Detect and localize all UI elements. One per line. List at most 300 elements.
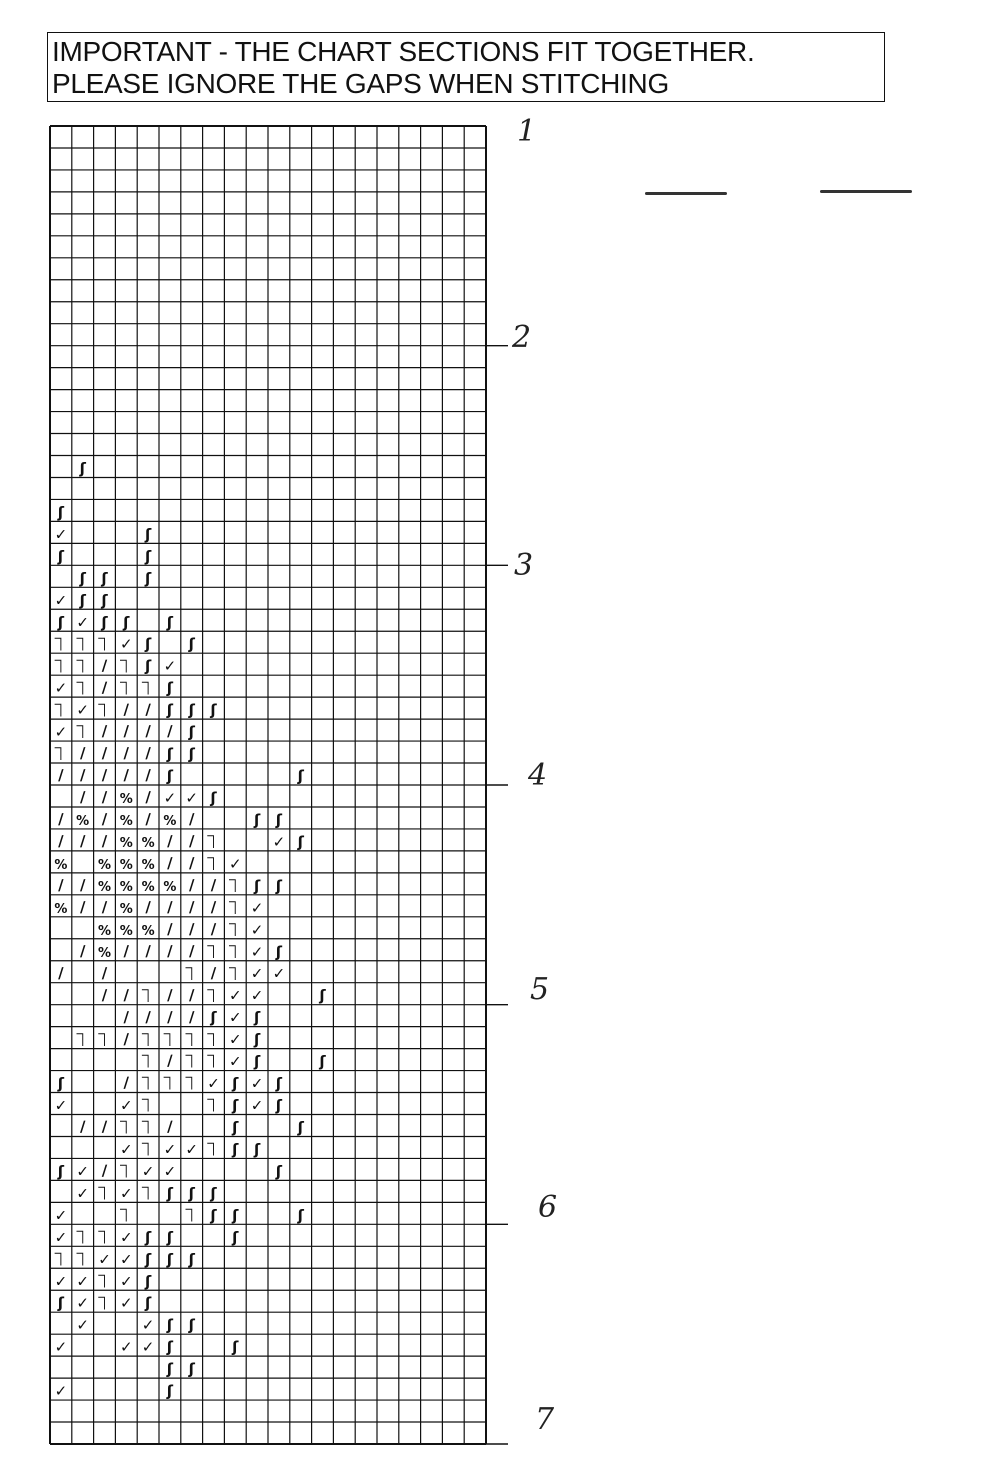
stitch-symbol-check: ✓ (120, 1140, 133, 1159)
svg-text:⏋: ⏋ (76, 637, 89, 652)
svg-text:⏋: ⏋ (142, 1098, 155, 1113)
stitch-symbol-slash (140, 810, 156, 828)
stitch-symbol-hook: ʃ (253, 1008, 261, 1027)
svg-text:∕: ∕ (101, 656, 108, 675)
stitch-symbol-slash (53, 810, 69, 828)
svg-text:⏋: ⏋ (120, 1120, 133, 1135)
stitch-symbol-check: ✓ (141, 1316, 155, 1335)
svg-text:∕: ∕ (79, 897, 86, 916)
stitch-symbol-check: ✓ (54, 1382, 68, 1401)
svg-text:∕: ∕ (123, 941, 130, 960)
stitch-symbol-hook: ʃ (188, 701, 195, 720)
svg-text:∕: ∕ (79, 941, 86, 960)
stitch-symbol-check: ✓ (120, 1228, 133, 1247)
svg-text:∕: ∕ (101, 810, 108, 829)
stitch-symbol-check: ✓ (120, 635, 133, 654)
svg-text:∕: ∕ (188, 919, 195, 938)
svg-text:∕: ∕ (145, 700, 151, 719)
stitch-symbol-half (206, 832, 222, 849)
stitch-symbol-check: ✓ (272, 964, 286, 983)
stitch-symbol-hook: ʃ (101, 613, 108, 632)
stitch-symbol-slash (53, 766, 69, 784)
stitch-symbol-check: ✓ (250, 986, 264, 1005)
svg-text:∕: ∕ (79, 766, 86, 785)
stitch-symbol-percent: % (141, 857, 155, 873)
stitch-symbol-hook: ʃ (253, 1052, 261, 1071)
stitch-symbol-slash (140, 898, 156, 916)
svg-text:∕: ∕ (79, 876, 86, 895)
stitch-symbol-check: ✓ (120, 1184, 133, 1203)
stitch-symbol-slash (162, 986, 178, 1004)
stitch-symbol-percent: % (76, 813, 90, 829)
stitch-symbol-percent: % (97, 945, 112, 961)
stitch-symbol-percent: % (141, 835, 155, 851)
stitch-symbol-half (97, 1293, 113, 1310)
stitch-symbol-hook: ʃ (275, 876, 283, 895)
stitch-symbol-half (162, 1074, 178, 1091)
stitch-symbol-slash (184, 986, 200, 1004)
stitch-symbol-hook: ʃ (144, 635, 152, 654)
stitch-symbol-hook: ʃ (57, 1162, 65, 1181)
stitch-symbol-hook: ʃ (144, 1228, 152, 1247)
stitch-symbol-check: ✓ (76, 1316, 89, 1335)
stitch-symbol-slash (97, 1118, 113, 1136)
svg-text:⏋: ⏋ (163, 1076, 176, 1091)
svg-text:⏋: ⏋ (185, 1076, 198, 1091)
stitch-symbol-hook: ʃ (188, 1184, 195, 1203)
stitch-symbol-hook: ʃ (188, 1360, 195, 1379)
stitch-symbol-slash (206, 876, 222, 894)
stitch-symbol-check: ✓ (76, 1294, 89, 1313)
svg-text:∕: ∕ (101, 1117, 108, 1136)
stitch-symbol-hook: ʃ (275, 810, 283, 829)
stitch-symbol-hook: ʃ (253, 876, 261, 895)
svg-text:⏋: ⏋ (229, 879, 242, 894)
stitch-symbol-check: ✓ (76, 701, 89, 720)
stitch-symbol-slash (118, 1008, 134, 1026)
section-marker-4: 4 (528, 758, 548, 793)
stitch-symbol-hook: ʃ (144, 1250, 152, 1269)
svg-text:∕: ∕ (79, 832, 86, 851)
svg-text:∕: ∕ (101, 766, 108, 785)
stitch-symbol-percent: % (119, 792, 133, 808)
stitch-symbol-slash (162, 898, 178, 916)
stitch-symbol-hook: ʃ (166, 1316, 174, 1335)
stitch-symbol-slash (97, 722, 113, 740)
stitch-symbol-half (227, 920, 243, 937)
stitch-symbol-hook: ʃ (166, 1338, 174, 1357)
svg-text:∕: ∕ (123, 1029, 130, 1048)
section-marker-2: 2 (512, 320, 532, 355)
stitch-symbol-slash (75, 1118, 91, 1136)
stitch-symbol-hook: ʃ (253, 1030, 261, 1049)
svg-text:⏋: ⏋ (207, 1142, 220, 1157)
stitch-symbol-slash (118, 1074, 134, 1092)
stitch-symbol-half (97, 700, 113, 717)
stitch-symbol-slash (97, 788, 113, 806)
stitch-symbol-check: ✓ (229, 986, 242, 1005)
stitch-symbol-half (97, 1030, 113, 1047)
stitch-symbol-check: ✓ (250, 1096, 264, 1115)
svg-text:∕: ∕ (101, 678, 108, 697)
stitch-symbol-slash (75, 788, 91, 806)
stitch-symbol-hook: ʃ (123, 613, 130, 632)
stitch-symbol-half (75, 634, 91, 651)
svg-text:⏋: ⏋ (98, 1296, 111, 1311)
svg-text:∕: ∕ (167, 832, 173, 851)
stitch-symbol-hook: ʃ (166, 1382, 174, 1401)
stitch-symbol-slash (97, 656, 113, 674)
stitch-symbol-slash (118, 986, 134, 1004)
stitch-symbol-hook: ʃ (297, 1118, 304, 1137)
svg-text:∕: ∕ (167, 919, 173, 938)
svg-text:⏋: ⏋ (120, 1164, 133, 1179)
svg-text:⏋: ⏋ (207, 835, 220, 850)
svg-text:⏋: ⏋ (54, 637, 67, 652)
svg-text:⏋: ⏋ (76, 1032, 89, 1047)
svg-text:⏋: ⏋ (229, 944, 242, 959)
stitch-symbol-check: ✓ (163, 1140, 177, 1159)
stitch-symbol-hook: ʃ (297, 767, 304, 786)
section-marker-3: 3 (514, 548, 534, 583)
stitch-symbol-hook: ʃ (232, 1338, 239, 1357)
stitch-symbol-half (118, 1161, 134, 1178)
svg-text:∕: ∕ (123, 1007, 130, 1026)
stitch-symbol-percent: % (141, 879, 155, 895)
svg-text:∕: ∕ (145, 941, 151, 960)
stitch-symbol-check: ✓ (207, 1074, 220, 1093)
stitch-symbol-slash (206, 898, 222, 916)
svg-text:∕: ∕ (167, 1117, 173, 1136)
svg-text:∕: ∕ (167, 1007, 173, 1026)
stitch-symbol-half (53, 744, 69, 761)
svg-text:⏋: ⏋ (229, 966, 242, 981)
notice-line-2: PLEASE IGNORE THE GAPS WHEN STITCHING (52, 68, 669, 99)
stitch-symbol-half (206, 942, 222, 959)
svg-text:⏋: ⏋ (98, 1274, 111, 1289)
stitch-symbol-slash (75, 876, 91, 894)
stitch-symbol-slash (140, 942, 156, 960)
svg-text:∕: ∕ (145, 722, 151, 741)
svg-text:⏋: ⏋ (207, 1032, 220, 1047)
svg-text:∕: ∕ (101, 722, 108, 741)
stitch-symbol-slash (97, 964, 113, 982)
svg-text:∕: ∕ (188, 941, 195, 960)
stitch-symbol-half (140, 678, 156, 695)
stitch-symbol-check: ✓ (250, 1074, 264, 1093)
stitch-symbol-hook: ʃ (297, 832, 304, 851)
stitch-symbol-half (140, 1030, 156, 1047)
stitch-symbol-check: ✓ (141, 1162, 155, 1181)
stitch-symbol-hook: ʃ (144, 657, 152, 676)
stitch-symbol-hook: ʃ (232, 1118, 239, 1137)
svg-text:∕: ∕ (167, 985, 173, 1004)
stitch-symbol-slash (97, 744, 113, 762)
svg-text:⏋: ⏋ (142, 1076, 155, 1091)
stitch-symbol-check: ✓ (120, 1250, 133, 1269)
svg-text:⏋: ⏋ (185, 1032, 198, 1047)
svg-text:∕: ∕ (210, 897, 217, 916)
stitch-symbol-check: ✓ (229, 854, 242, 873)
svg-text:⏋: ⏋ (207, 988, 220, 1003)
stitch-symbol-slash (97, 986, 113, 1004)
stitch-symbol-check: ✓ (54, 1096, 68, 1115)
stitch-symbol-slash (162, 1052, 178, 1070)
stitch-symbol-check: ✓ (250, 920, 264, 939)
svg-text:⏋: ⏋ (207, 1054, 220, 1069)
pen-stroke-left (645, 192, 727, 195)
svg-text:∕: ∕ (79, 1117, 86, 1136)
stitch-symbol-percent: % (97, 879, 112, 895)
section-marker-5: 5 (530, 972, 550, 1007)
stitch-symbol-hook: ʃ (188, 1316, 195, 1335)
svg-text:∕: ∕ (167, 897, 173, 916)
stitch-symbol-percent: % (119, 901, 133, 917)
stitch-symbol-half (140, 1096, 156, 1113)
stitch-symbol-check: ✓ (76, 1184, 89, 1203)
stitch-symbol-percent: % (97, 923, 112, 939)
svg-text:∕: ∕ (167, 722, 173, 741)
stitch-symbol-slash (162, 942, 178, 960)
stitch-symbol-hook: ʃ (57, 613, 65, 632)
stitch-symbol-hook: ʃ (144, 1272, 152, 1291)
stitch-symbol-hook: ʃ (232, 1206, 239, 1225)
svg-text:∕: ∕ (101, 963, 108, 982)
svg-text:∕: ∕ (101, 832, 108, 851)
stitch-symbol-half (53, 634, 69, 651)
stitch-symbol-half (227, 942, 243, 959)
stitch-symbol-slash (53, 832, 69, 850)
svg-text:⏋: ⏋ (207, 944, 220, 959)
stitch-symbol-hook: ʃ (319, 986, 326, 1005)
stitch-symbol-percent: % (119, 835, 133, 851)
stitch-symbol-slash (75, 744, 91, 762)
svg-text:⏋: ⏋ (98, 703, 111, 718)
stitch-symbol-half (75, 1227, 91, 1244)
stitch-symbol-slash (140, 744, 156, 762)
section-marker-6: 6 (538, 1190, 558, 1225)
stitch-symbol-percent: % (97, 857, 112, 873)
stitch-symbol-slash (162, 832, 178, 850)
stitch-symbol-hook: ʃ (166, 1184, 174, 1203)
section-marker-1: 1 (517, 114, 537, 149)
svg-text:⏋: ⏋ (76, 1252, 89, 1267)
stitch-symbol-hook: ʃ (79, 459, 86, 478)
stitch-symbol-slash (184, 898, 200, 916)
stitch-symbol-hook: ʃ (166, 1228, 174, 1247)
svg-text:⏋: ⏋ (54, 1252, 67, 1267)
stitch-symbol-half (97, 1271, 113, 1288)
svg-text:⏋: ⏋ (98, 637, 111, 652)
stitch-symbol-half (206, 1096, 222, 1113)
svg-text:∕: ∕ (188, 810, 195, 829)
stitch-symbol-hook: ʃ (101, 591, 108, 610)
stitch-symbol-hook: ʃ (232, 1228, 239, 1247)
stitch-symbol-check: ✓ (54, 1228, 68, 1247)
svg-text:∕: ∕ (101, 788, 108, 807)
stitch-symbol-slash (162, 722, 178, 740)
stitch-symbol-half (53, 656, 69, 673)
stitch-symbol-check: ✓ (76, 1162, 89, 1181)
stitch-symbol-slash (184, 854, 200, 872)
stitch-symbol-check: ✓ (229, 1030, 242, 1049)
svg-text:∕: ∕ (58, 810, 64, 829)
stitch-symbol-hook: ʃ (188, 635, 195, 654)
stitch-symbol-slash (118, 1030, 134, 1048)
stitch-symbol-percent: % (119, 879, 133, 895)
stitch-symbol-half (227, 876, 243, 893)
svg-text:⏋: ⏋ (76, 681, 89, 696)
stitch-symbol-half (206, 1030, 222, 1047)
stitch-symbol-check: ✓ (76, 1272, 89, 1291)
stitch-symbol-half (206, 986, 222, 1003)
stitch-symbol-half (206, 1139, 222, 1156)
svg-text:∕: ∕ (188, 897, 195, 916)
svg-text:∕: ∕ (210, 963, 217, 982)
stitch-symbol-hook: ʃ (275, 1162, 283, 1181)
stitch-symbol-hook: ʃ (210, 1206, 217, 1225)
stitch-symbol-hook: ʃ (319, 1052, 326, 1071)
stitch-symbol-slash (184, 942, 200, 960)
svg-text:∕: ∕ (123, 1073, 130, 1092)
svg-text:∕: ∕ (123, 744, 130, 763)
stitch-symbol-slash (140, 700, 156, 718)
stitch-symbol-check: ✓ (120, 1338, 133, 1357)
stitch-symbol-hook: ʃ (253, 1140, 261, 1159)
svg-text:⏋: ⏋ (120, 1208, 133, 1223)
stitch-symbol-check: ✓ (250, 898, 264, 917)
stitch-symbol-percent: % (119, 813, 133, 829)
stitch-symbol-hook: ʃ (166, 679, 174, 698)
stitch-symbol-half (184, 1074, 200, 1091)
section-marker-7: 7 (535, 1402, 555, 1437)
stitch-symbol-hook: ʃ (275, 1096, 283, 1115)
stitch-symbol-half (184, 1205, 200, 1222)
svg-text:∕: ∕ (188, 1007, 195, 1026)
stitch-symbol-half (97, 634, 113, 651)
stitch-symbol-hook: ʃ (144, 1294, 152, 1313)
svg-text:∕: ∕ (188, 832, 195, 851)
stitch-symbol-check: ✓ (76, 613, 89, 632)
svg-text:⏋: ⏋ (142, 1142, 155, 1157)
stitch-symbol-check: ✓ (54, 723, 68, 742)
stitch-symbol-slash (75, 898, 91, 916)
svg-text:⏋: ⏋ (142, 1054, 155, 1069)
svg-text:∕: ∕ (145, 1007, 151, 1026)
stitch-symbol-slash (75, 942, 91, 960)
stitch-symbol-check: ✓ (229, 1008, 242, 1027)
svg-text:⏋: ⏋ (142, 681, 155, 696)
stitch-symbol-hook: ʃ (275, 1074, 283, 1093)
stitch-symbol-hook: ʃ (188, 723, 195, 742)
stitch-symbol-half (140, 1074, 156, 1091)
svg-text:∕: ∕ (210, 876, 217, 895)
stitch-symbol-check: ✓ (250, 964, 264, 983)
stitch-symbol-half (206, 854, 222, 871)
svg-text:⏋: ⏋ (185, 1208, 198, 1223)
stitch-symbol-hook: ʃ (253, 810, 261, 829)
svg-text:∕: ∕ (145, 810, 151, 829)
stitch-symbol-hook: ʃ (188, 745, 195, 764)
stitch-symbol-half (162, 1030, 178, 1047)
svg-text:⏋: ⏋ (185, 966, 198, 981)
svg-text:∕: ∕ (101, 1161, 108, 1180)
svg-text:⏋: ⏋ (229, 922, 242, 937)
stitch-symbol-hook: ʃ (210, 1184, 217, 1203)
stitch-symbol-hook: ʃ (144, 569, 152, 588)
svg-text:⏋: ⏋ (142, 1120, 155, 1135)
stitch-symbol-percent: % (54, 901, 68, 917)
svg-text:∕: ∕ (167, 1051, 173, 1070)
svg-text:∕: ∕ (167, 854, 173, 873)
svg-text:∕: ∕ (123, 766, 130, 785)
stitch-symbol-half (75, 722, 91, 739)
stitch-symbol-half (118, 656, 134, 673)
stitch-symbol-hook: ʃ (79, 569, 86, 588)
stitch-symbol-slash (97, 832, 113, 850)
stitch-symbol-hook: ʃ (166, 767, 174, 786)
stitch-symbol-percent: % (54, 857, 68, 873)
stitch-symbol-half (97, 1183, 113, 1200)
stitch-symbol-slash (162, 1008, 178, 1026)
stitch-symbol-hook: ʃ (57, 1294, 65, 1313)
svg-text:∕: ∕ (188, 985, 195, 1004)
stitch-symbol-half (75, 1030, 91, 1047)
stitch-symbol-hook: ʃ (232, 1096, 239, 1115)
svg-text:∕: ∕ (145, 744, 151, 763)
svg-text:∕: ∕ (101, 897, 108, 916)
stitch-symbol-check: ✓ (272, 832, 286, 851)
stitch-symbol-half (140, 986, 156, 1003)
stitch-symbol-percent: % (119, 923, 133, 939)
stitch-symbol-hook: ʃ (210, 789, 217, 808)
stitch-symbol-check: ✓ (185, 789, 198, 808)
svg-text:⏋: ⏋ (142, 1186, 155, 1201)
stitch-symbol-hook: ʃ (166, 1250, 174, 1269)
stitch-symbol-half (227, 964, 243, 981)
stitch-symbol-half (118, 1118, 134, 1135)
stitch-symbol-check: ✓ (120, 1272, 133, 1291)
svg-text:∕: ∕ (101, 985, 108, 1004)
stitch-symbol-half (75, 1249, 91, 1266)
stitch-symbol-slash (162, 1118, 178, 1136)
stitch-symbol-percent: % (119, 857, 133, 873)
svg-text:∕: ∕ (188, 854, 195, 873)
stitch-symbol-slash (184, 1008, 200, 1026)
stitch-symbol-slash (75, 832, 91, 850)
stitch-symbol-hook: ʃ (297, 1206, 304, 1225)
stitch-symbol-half (75, 656, 91, 673)
stitch-symbol-check: ✓ (163, 1162, 177, 1181)
stitch-symbol-hook: ʃ (275, 942, 283, 961)
svg-text:∕: ∕ (145, 897, 151, 916)
svg-text:⏋: ⏋ (98, 1230, 111, 1245)
svg-text:⏋: ⏋ (163, 1032, 176, 1047)
stitch-symbol-half (206, 1052, 222, 1069)
svg-text:⏋: ⏋ (54, 703, 67, 718)
stitch-symbol-slash (53, 876, 69, 894)
stitch-symbol-slash (53, 964, 69, 982)
stitch-symbol-half (53, 1249, 69, 1266)
stitch-symbol-check: ✓ (98, 1250, 111, 1269)
svg-text:∕: ∕ (58, 876, 64, 895)
stitch-symbol-slash (118, 700, 134, 718)
stitch-symbol-hook: ʃ (79, 591, 86, 610)
svg-text:⏋: ⏋ (229, 900, 242, 915)
svg-text:∕: ∕ (167, 941, 173, 960)
svg-text:⏋: ⏋ (120, 681, 133, 696)
stitch-symbol-percent: % (141, 923, 155, 939)
